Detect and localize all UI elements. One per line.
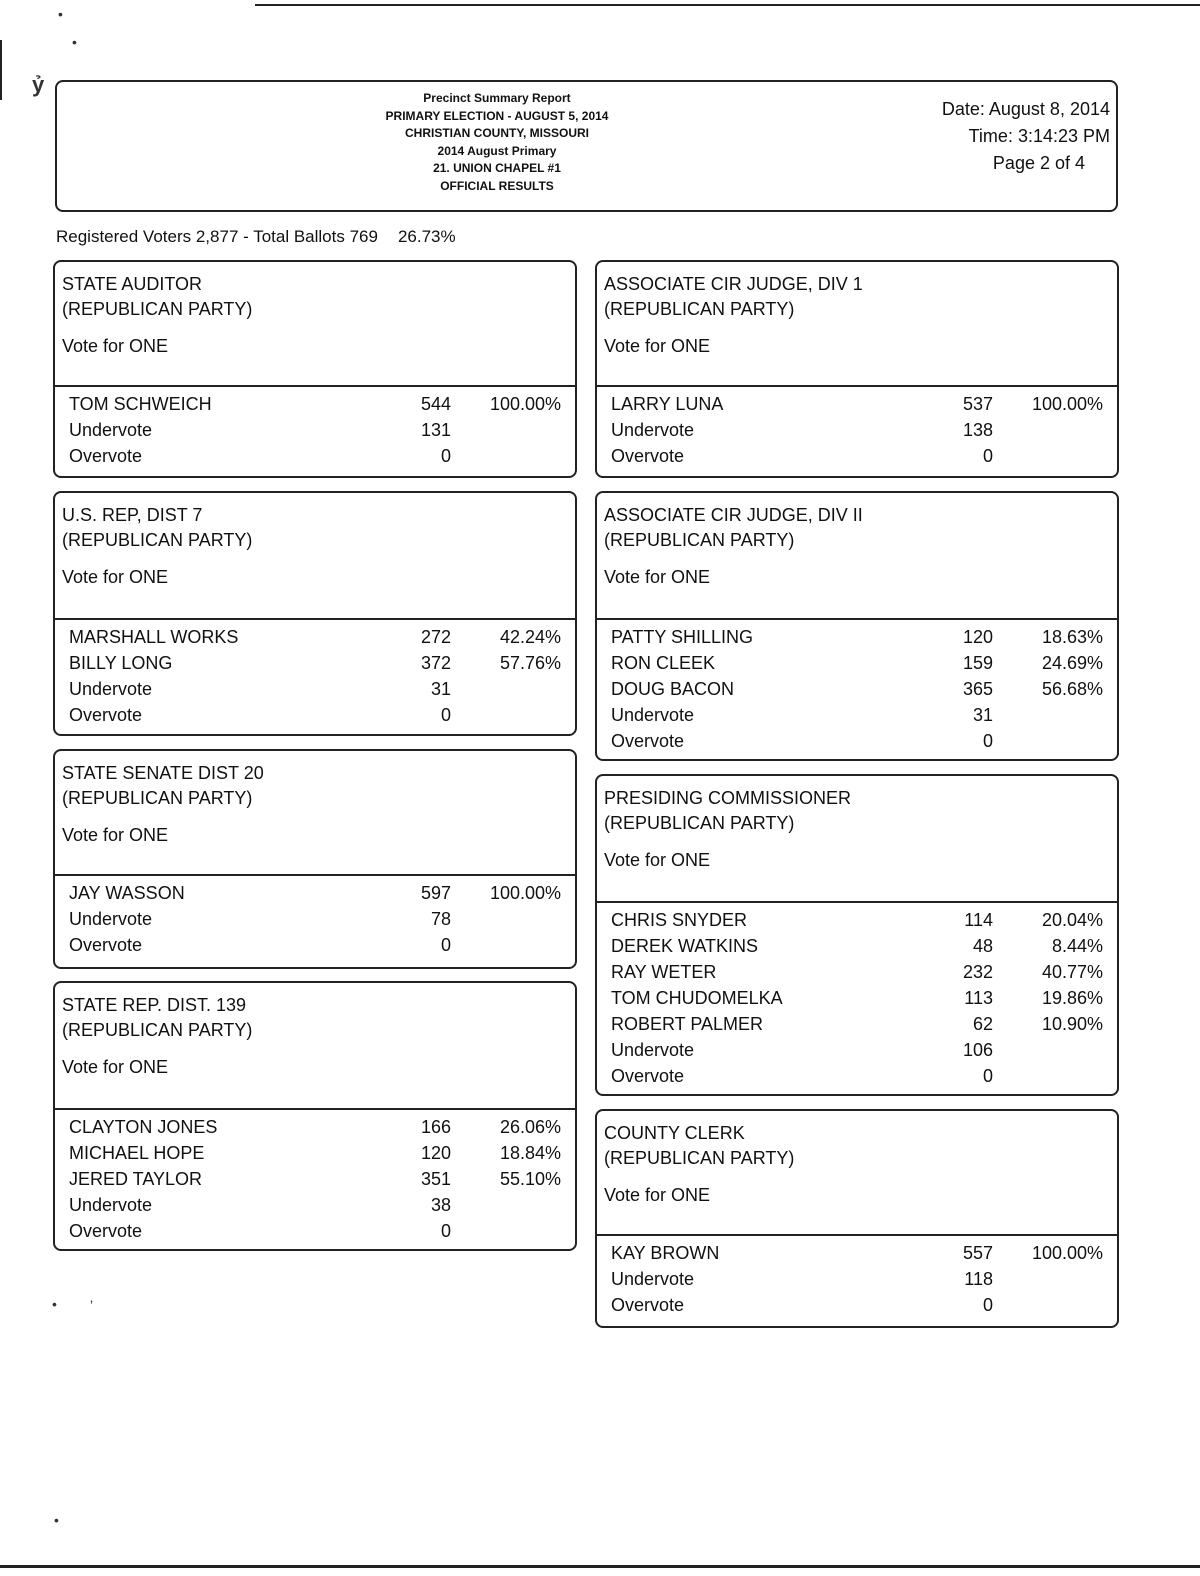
vote-count: 597	[420, 883, 451, 903]
vote-count: 0	[440, 1221, 451, 1241]
vote-count: 38	[430, 1195, 451, 1215]
vote-count: 0	[440, 935, 451, 955]
vote-count: 131	[420, 420, 451, 440]
candidate-name: KAY BROWN	[611, 1243, 720, 1263]
race-vote-for: Vote for ONE	[62, 567, 169, 587]
race-vote-for: Vote for ONE	[604, 850, 711, 870]
race-party: (REPUBLICAN PARTY)	[62, 1020, 253, 1040]
race-associate-cir-judge-div-2	[595, 491, 1119, 761]
vote-count: 0	[440, 705, 451, 725]
race-title: PRESIDING COMMISSIONER	[604, 788, 852, 808]
vote-percent: 18.63%	[1041, 627, 1103, 647]
race-vote-for: Vote for ONE	[62, 1057, 169, 1077]
result-row	[597, 933, 1117, 959]
report-title-block	[367, 90, 627, 195]
scan-speck: •	[58, 6, 63, 22]
race-state-auditor	[53, 260, 577, 478]
vote-count: 365	[962, 679, 993, 699]
vote-count: 159	[962, 653, 993, 673]
results-list	[597, 903, 1117, 1089]
vote-count: 0	[982, 1295, 993, 1315]
race-state-senate-dist-20	[53, 749, 577, 969]
race-header	[55, 493, 575, 620]
results-list	[55, 876, 575, 958]
vote-percent: 10.90%	[1041, 1014, 1103, 1034]
vote-percent: 24.69%	[1041, 653, 1103, 673]
candidate-name: Overvote	[69, 1221, 143, 1241]
scan-speck: •	[54, 1512, 59, 1528]
turnout-text: Registered Voters 2,877 - Total Ballots 769	[56, 227, 378, 246]
page-number: Page 2 of 4	[992, 153, 1085, 173]
vote-count: 31	[430, 679, 451, 699]
vote-count: 166	[420, 1117, 451, 1137]
turnout-summary	[56, 227, 456, 247]
result-row	[597, 443, 1117, 469]
result-row	[55, 650, 575, 676]
result-row	[55, 1218, 575, 1244]
race-vote-for: Vote for ONE	[604, 1185, 711, 1205]
result-row	[55, 676, 575, 702]
county-name: CHRISTIAN COUNTY, MISSOURI	[404, 126, 589, 140]
candidate-name: Overvote	[69, 935, 143, 955]
race-title: STATE SENATE DIST 20	[62, 763, 264, 783]
result-row	[55, 1140, 575, 1166]
candidate-name: Undervote	[611, 705, 695, 725]
race-header	[55, 751, 575, 876]
vote-percent: 100.00%	[1031, 1243, 1103, 1263]
scan-speck: ʼ	[90, 1298, 94, 1314]
vote-percent: 42.24%	[499, 627, 561, 647]
result-row	[597, 650, 1117, 676]
race-county-clerk	[595, 1109, 1119, 1328]
precinct-name: 21. UNION CHAPEL #1	[433, 161, 561, 175]
candidate-name: Overvote	[69, 446, 143, 466]
vote-count: 31	[972, 705, 993, 725]
vote-percent: 40.77%	[1041, 962, 1103, 982]
candidate-name: TOM SCHWEICH	[69, 394, 212, 414]
result-row	[597, 702, 1117, 728]
race-vote-for: Vote for ONE	[604, 336, 711, 356]
result-row	[597, 728, 1117, 754]
candidate-name: LARRY LUNA	[611, 394, 724, 414]
vote-count: 0	[982, 446, 993, 466]
result-row	[55, 906, 575, 932]
vote-percent: 8.44%	[1051, 936, 1103, 956]
vote-count: 557	[962, 1243, 993, 1263]
result-row	[597, 676, 1117, 702]
result-row	[597, 985, 1117, 1011]
race-header	[597, 262, 1117, 387]
vote-count: 0	[982, 731, 993, 751]
vote-count: 120	[420, 1143, 451, 1163]
results-list	[597, 620, 1117, 754]
vote-percent: 19.86%	[1041, 988, 1103, 1008]
race-party: (REPUBLICAN PARTY)	[62, 788, 253, 808]
scan-left-line	[0, 40, 2, 100]
scan-speck: ỷ	[32, 72, 45, 97]
candidate-name: ROBERT PALMER	[611, 1014, 764, 1034]
vote-count: 0	[982, 1066, 993, 1086]
report-title: Precinct Summary Report	[423, 91, 571, 105]
vote-count: 118	[964, 1269, 993, 1289]
result-row	[55, 880, 575, 906]
candidate-name: RON CLEEK	[611, 653, 716, 673]
candidate-name: CHRIS SNYDER	[611, 910, 748, 930]
result-row	[55, 1114, 575, 1140]
vote-count: 62	[972, 1014, 993, 1034]
race-party: (REPUBLICAN PARTY)	[62, 530, 253, 550]
result-row	[597, 1266, 1117, 1292]
race-state-rep-dist-139	[53, 981, 577, 1251]
vote-percent: 18.84%	[499, 1143, 561, 1163]
results-list	[597, 387, 1117, 469]
report-header	[55, 80, 1118, 212]
race-vote-for: Vote for ONE	[604, 567, 711, 587]
candidate-name: Overvote	[611, 446, 685, 466]
vote-count: 138	[962, 420, 993, 440]
result-row	[55, 932, 575, 958]
candidate-name: Undervote	[611, 1040, 695, 1060]
candidate-name: Undervote	[69, 1195, 153, 1215]
candidate-name: JERED TAYLOR	[69, 1169, 203, 1189]
vote-percent: 26.06%	[499, 1117, 561, 1137]
candidate-name: CLAYTON JONES	[69, 1117, 218, 1137]
race-vote-for: Vote for ONE	[62, 825, 169, 845]
vote-percent: 20.04%	[1041, 910, 1103, 930]
result-row	[55, 391, 575, 417]
result-row	[55, 1192, 575, 1218]
race-title: U.S. REP, DIST 7	[62, 505, 203, 525]
result-row	[597, 1011, 1117, 1037]
vote-percent: 100.00%	[489, 394, 561, 414]
vote-count: 114	[964, 910, 993, 930]
candidate-name: Overvote	[611, 1066, 685, 1086]
candidate-name: PATTY SHILLING	[611, 627, 754, 647]
race-header	[55, 262, 575, 387]
race-associate-cir-judge-div-1	[595, 260, 1119, 478]
report-date: Date: August 8, 2014	[941, 99, 1110, 119]
primary-name: 2014 August Primary	[437, 143, 557, 158]
vote-count: 351	[420, 1169, 451, 1189]
vote-count: 544	[420, 394, 451, 414]
race-title: ASSOCIATE CIR JUDGE, DIV II	[604, 505, 863, 525]
race-us-rep-dist-7	[53, 491, 577, 736]
result-row	[597, 907, 1117, 933]
vote-count: 372	[420, 653, 451, 673]
results-list	[597, 1236, 1117, 1318]
election-name: PRIMARY ELECTION - AUGUST 5, 2014	[385, 108, 609, 123]
vote-percent: 100.00%	[489, 883, 561, 903]
candidate-name: Undervote	[611, 420, 695, 440]
race-title: STATE AUDITOR	[62, 274, 203, 294]
race-presiding-commissioner	[595, 774, 1119, 1096]
scan-speck: •	[72, 34, 77, 50]
vote-percent: 100.00%	[1031, 394, 1103, 414]
race-title: COUNTY CLERK	[604, 1123, 745, 1143]
candidate-name: Overvote	[611, 1295, 685, 1315]
result-row	[55, 1166, 575, 1192]
results-list	[55, 1110, 575, 1244]
candidate-name: Undervote	[69, 679, 153, 699]
results-list	[55, 620, 575, 728]
scan-speck: •	[52, 1296, 57, 1312]
candidate-name: DOUG BACON	[611, 679, 735, 699]
candidate-name: Overvote	[611, 731, 685, 751]
result-row	[55, 702, 575, 728]
report-time: Time: 3:14:23 PM	[968, 126, 1110, 146]
results-list	[55, 387, 575, 469]
result-row	[597, 1292, 1117, 1318]
result-row	[597, 1240, 1117, 1266]
candidate-name: Undervote	[69, 909, 153, 929]
race-party: (REPUBLICAN PARTY)	[604, 813, 795, 833]
vote-count: 537	[962, 394, 993, 414]
scan-bottom-line	[0, 1565, 1200, 1568]
vote-count: 106	[962, 1040, 993, 1060]
candidate-name: JAY WASSON	[69, 883, 185, 903]
vote-count: 120	[962, 627, 993, 647]
vote-count: 0	[440, 446, 451, 466]
candidate-name: MARSHALL WORKS	[69, 627, 239, 647]
candidate-name: Undervote	[69, 420, 153, 440]
result-row	[597, 1063, 1117, 1089]
result-row	[55, 417, 575, 443]
candidate-name: TOM CHUDOMELKA	[611, 988, 783, 1008]
scan-top-line	[255, 4, 1200, 6]
candidate-name: MICHAEL HOPE	[69, 1143, 205, 1163]
report-meta	[942, 96, 1110, 177]
result-row	[597, 959, 1117, 985]
vote-count: 272	[420, 627, 451, 647]
candidate-name: Undervote	[611, 1269, 695, 1289]
race-party: (REPUBLICAN PARTY)	[62, 299, 253, 319]
result-row	[597, 417, 1117, 443]
race-header	[597, 1111, 1117, 1236]
vote-percent: 56.68%	[1041, 679, 1103, 699]
vote-percent: 55.10%	[499, 1169, 561, 1189]
candidate-name: Overvote	[69, 705, 143, 725]
candidate-name: BILLY LONG	[69, 653, 173, 673]
vote-count: 232	[962, 962, 993, 982]
race-header	[55, 983, 575, 1110]
vote-count: 48	[972, 936, 993, 956]
vote-count: 113	[964, 988, 993, 1008]
candidate-name: DEREK WATKINS	[611, 936, 759, 956]
race-header	[597, 776, 1117, 903]
race-party: (REPUBLICAN PARTY)	[604, 299, 795, 319]
results-status: OFFICIAL RESULTS	[440, 178, 554, 193]
result-row	[55, 624, 575, 650]
result-row	[55, 443, 575, 469]
result-row	[597, 391, 1117, 417]
race-vote-for: Vote for ONE	[62, 336, 169, 356]
turnout-percent: 26.73%	[397, 227, 456, 246]
race-title: ASSOCIATE CIR JUDGE, DIV 1	[604, 274, 863, 294]
result-row	[597, 624, 1117, 650]
result-row	[597, 1037, 1117, 1063]
vote-count: 78	[430, 909, 451, 929]
race-party: (REPUBLICAN PARTY)	[604, 530, 795, 550]
race-header	[597, 493, 1117, 620]
race-party: (REPUBLICAN PARTY)	[604, 1148, 795, 1168]
candidate-name: RAY WETER	[611, 962, 717, 982]
vote-percent: 57.76%	[499, 653, 561, 673]
race-title: STATE REP. DIST. 139	[62, 995, 247, 1015]
